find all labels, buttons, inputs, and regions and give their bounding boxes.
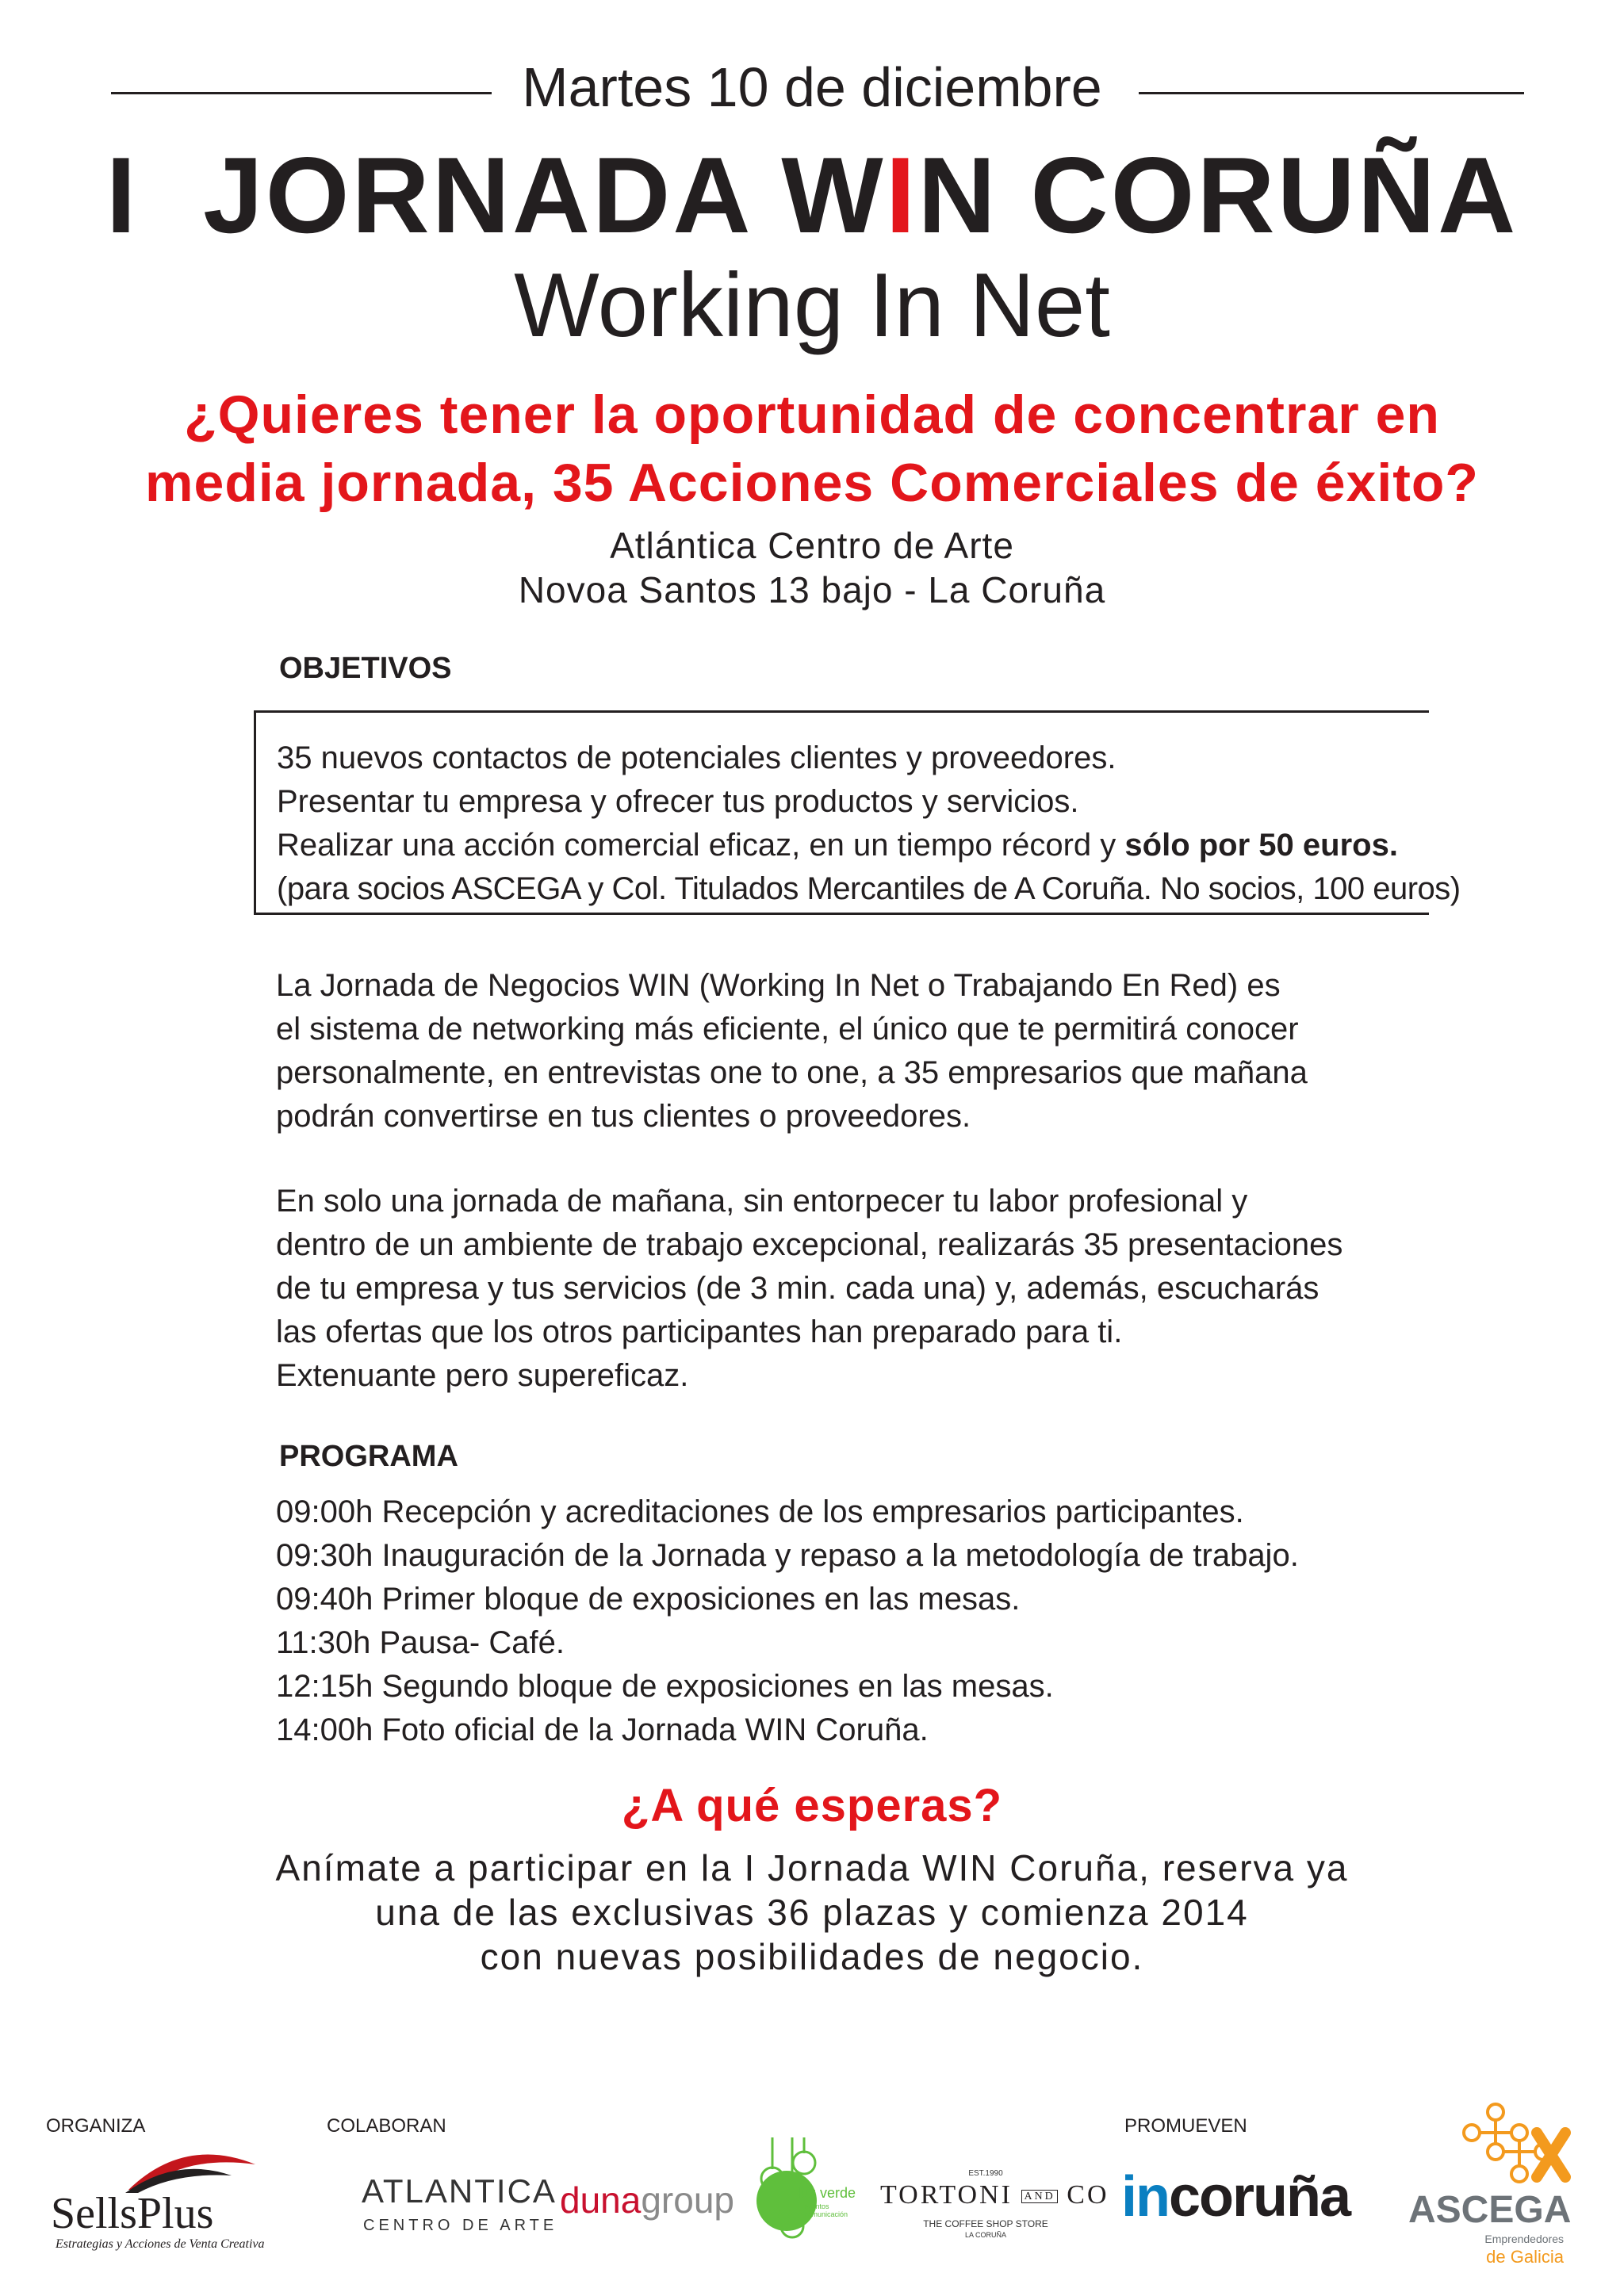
luzverde-logo <box>749 2137 856 2264</box>
title-part-1: I JORNADA W <box>105 135 886 255</box>
objetivo-item <box>277 824 1461 867</box>
paragraph-line: Extenuante pero supereficaz. <box>276 1358 689 1393</box>
schedule-item: 14:00h Foto oficial de la Jornada WIN Coruña. <box>276 1712 929 1747</box>
tortoni-name: TORTONI <box>880 2180 1013 2210</box>
luzverde-name: luz verde <box>798 2185 856 2201</box>
ascega-sub2: de Galicia <box>1486 2247 1564 2267</box>
paragraph-line: dentro de un ambiente de trabajo excepcional, realizarás 35 presentaciones <box>276 1227 1343 1262</box>
venue-name: Atlántica Centro de Arte <box>610 525 1014 566</box>
tortoni-city: LA CORUÑA <box>964 2231 1006 2239</box>
organiza-label: ORGANIZA <box>46 2115 146 2137</box>
closing-line: una de las exclusivas 36 plazas y comienza 2014 <box>375 1892 1249 1933</box>
price-note: (para socios ASCEGA y Col. Titulados Mercantiles de A Coruña. No socios, 100 euros) <box>277 871 1461 906</box>
event-date: Martes 10 de diciembre <box>522 56 1102 118</box>
venue-address: Novoa Santos 13 bajo - La Coruña <box>518 569 1106 610</box>
closing-line: Anímate a participar en la I Jornada WIN Coruña, reserva ya <box>275 1847 1349 1888</box>
objetivo-item: Presentar tu empresa y ofrecer tus productos y servicios. <box>277 784 1079 819</box>
paragraph-line: de tu empresa y tus servicios (de 3 min. cada una) y, además, escucharás <box>276 1271 1320 1306</box>
objetivos-heading: OBJETIVOS <box>279 652 452 685</box>
headline-question <box>0 381 1624 517</box>
tortoni-logo <box>880 2169 1109 2245</box>
venue-block <box>0 523 1624 612</box>
event-title <box>0 133 1624 257</box>
atlantica-sub: CENTRO DE ARTE <box>363 2217 558 2234</box>
closing-line: con nuevas posibilidades de negocio. <box>480 1936 1144 1977</box>
duna-text: duna <box>560 2179 642 2221</box>
ascega-name: ASCEGA <box>1408 2189 1572 2231</box>
ascega-sub1: Emprendedores <box>1484 2233 1564 2245</box>
tortoni-wordmark <box>880 2180 1109 2210</box>
tortoni-co: CO <box>1067 2180 1109 2210</box>
atlantica-name: ATLANTICA <box>362 2172 557 2210</box>
schedule-item: 09:30h Inauguración de la Jornada y repaso a la metodología de trabajo. <box>276 1538 1299 1573</box>
ascega-logo <box>1408 2101 1575 2275</box>
incoruna-logo <box>1121 2164 1383 2228</box>
schedule-item: 12:15h Segundo bloque de exposiciones en las mesas. <box>276 1669 1054 1704</box>
paragraph-line: podrán convertirse en tus clientes o proveedores. <box>276 1099 971 1134</box>
paragraph-line: personalmente, en entrevistas one to one, a 35 empresarios que mañana <box>276 1055 1308 1090</box>
luzverde-sub: eventos comunicación <box>804 2202 848 2218</box>
question-line-2: media jornada, 35 Acciones Comerciales de éxito? <box>145 453 1479 513</box>
group-text: group <box>641 2179 734 2221</box>
price-highlight: sólo por 50 euros. <box>1124 828 1398 863</box>
schedule-item: 09:40h Primer bloque de exposiciones en las mesas. <box>276 1582 1021 1617</box>
programa-list <box>276 1490 1299 1752</box>
programa-heading: PROGRAMA <box>279 1440 458 1473</box>
objetivo-text: Realizar una acción comercial eficaz, en un tiempo récord y <box>277 828 1125 863</box>
sellsplus-tagline: Estrategias y Acciones de Venta Creativa <box>56 2237 265 2251</box>
sellsplus-name: SellsPlus <box>51 2189 214 2238</box>
schedule-item: 11:30h Pausa- Café. <box>276 1625 565 1660</box>
paragraph-line: las ofertas que los otros participantes han preparado para ti. <box>276 1314 1123 1349</box>
incoruna-city: coruña <box>1168 2165 1350 2229</box>
description-paragraph-1 <box>276 964 1308 1138</box>
schedule-item: 09:00h Recepción y acreditaciones de los empresarios participantes. <box>276 1494 1244 1529</box>
ascega-network-icon <box>1448 2101 1575 2196</box>
paragraph-line: La Jornada de Negocios WIN (Working In Net o Trabajando En Red) es <box>276 968 1281 1003</box>
paragraph-line: el sistema de networking más eficiente, el único que te permitirá conocer <box>276 1012 1299 1047</box>
description-paragraph-2 <box>276 1180 1342 1398</box>
tortoni-sub: THE COFFEE SHOP STORE <box>923 2218 1048 2229</box>
closing-headline: ¿A qué esperas? <box>621 1780 1003 1831</box>
closing-text <box>0 1846 1624 1979</box>
title-accent-letter: I <box>885 135 918 255</box>
tortoni-and: AND <box>1021 2190 1057 2203</box>
sellsplus-logo <box>49 2141 287 2252</box>
incoruna-in: in <box>1121 2165 1169 2229</box>
tortoni-est: EST.1990 <box>968 2169 1003 2178</box>
promueven-label: PROMUEVEN <box>1124 2115 1247 2137</box>
objetivos-box <box>254 710 1461 915</box>
title-part-2: N CORUÑA <box>917 135 1519 255</box>
objetivo-item: 35 nuevos contactos de potenciales clientes y proveedores. <box>277 740 1116 775</box>
dunagroup-logo <box>560 2179 742 2226</box>
atlantica-logo <box>362 2172 558 2244</box>
question-line-1: ¿Quieres tener la oportunidad de concentrar en <box>184 385 1440 445</box>
colaboran-label: COLABORAN <box>327 2115 446 2137</box>
event-subtitle: Working In Net <box>514 255 1110 356</box>
paragraph-line: En solo una jornada de mañana, sin entorpecer tu labor profesional y <box>276 1184 1248 1219</box>
